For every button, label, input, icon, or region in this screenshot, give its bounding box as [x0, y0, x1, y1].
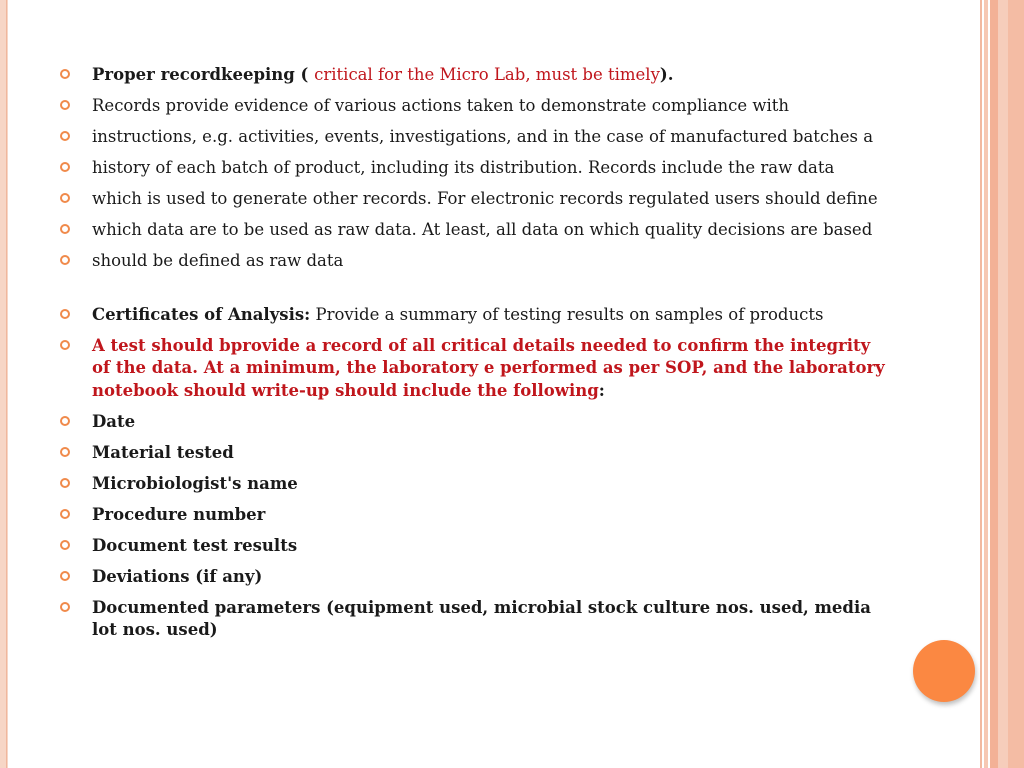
slide-content [58, 64, 888, 650]
hollow-circle-bullet-icon [60, 162, 70, 172]
hollow-circle-bullet-icon [60, 340, 70, 350]
left-edge-decoration [0, 0, 8, 768]
stripe [980, 0, 982, 768]
list-item-text [92, 158, 834, 177]
text-run: Documented parameters (equipment used, microbial stock culture nos. used, media lot nos. used) [92, 597, 871, 639]
text-run: Deviations (if any) [92, 566, 263, 586]
text-run: Microbiologist's name [92, 473, 298, 493]
list-item-text [92, 96, 789, 115]
text-run: instructions, e.g. activities, events, investigations, and in the case of manufactured batches a [92, 127, 874, 146]
list-item [58, 566, 888, 589]
list-item-text [92, 127, 873, 146]
text-run: Procedure number [92, 504, 266, 524]
bullet-list [58, 64, 888, 642]
hollow-circle-bullet-icon [60, 309, 70, 319]
text-run: Proper recordkeeping ( [92, 65, 315, 84]
text-run: Document test results [92, 535, 298, 555]
text-run: A test should bprovide a record of all critical details needed to confirm the integrity of the data. At a minimum, the laboratory e performed as per SOP, and the laboratory notebook should write-up should include the following [92, 335, 885, 400]
list-item [58, 597, 888, 642]
stripe [990, 0, 998, 768]
hollow-circle-bullet-icon [60, 416, 70, 426]
hollow-circle-bullet-icon [60, 193, 70, 203]
hollow-circle-bullet-icon [60, 509, 70, 519]
list-item [58, 442, 888, 465]
list-item [58, 335, 888, 403]
text-run: critical for the Micro Lab, must be timely [314, 65, 660, 84]
text-run: Provide a summary of testing results on samples of products [310, 304, 824, 324]
list-item [58, 535, 888, 558]
right-stripe-decoration [980, 0, 1024, 768]
list-item [58, 157, 888, 180]
list-item-text [92, 474, 298, 493]
text-run: Material tested [92, 442, 234, 462]
hollow-circle-bullet-icon [60, 447, 70, 457]
text-run: : [598, 380, 605, 400]
stripe [998, 0, 1008, 768]
hollow-circle-bullet-icon [60, 571, 70, 581]
list-item [58, 64, 888, 87]
hollow-circle-bullet-icon [60, 69, 70, 79]
list-item-text [92, 65, 673, 84]
list-item-text [92, 189, 878, 208]
list-item [58, 411, 888, 434]
hollow-circle-bullet-icon [60, 602, 70, 612]
list-item-text [92, 567, 262, 586]
text-run: which is used to generate other records. For electronic records regulated users should define [92, 189, 878, 208]
stripe [1008, 0, 1024, 768]
list-item [58, 250, 888, 273]
list-item-text [92, 412, 135, 431]
list-item-text [92, 336, 885, 400]
text-run: history of each batch of product, including its distribution. Records include the raw data [92, 158, 835, 177]
list-item-text [92, 505, 265, 524]
list-item [58, 304, 888, 327]
list-item-text [92, 598, 871, 640]
hollow-circle-bullet-icon [60, 478, 70, 488]
list-item-text [92, 305, 823, 324]
hollow-circle-bullet-icon [60, 131, 70, 141]
list-item [58, 95, 888, 118]
hollow-circle-bullet-icon [60, 100, 70, 110]
list-item [58, 126, 888, 149]
hollow-circle-bullet-icon [60, 224, 70, 234]
list-item-text [92, 220, 872, 239]
list-item-text [92, 251, 343, 270]
list-item [58, 504, 888, 527]
hollow-circle-bullet-icon [60, 540, 70, 550]
list-item [58, 473, 888, 496]
text-run: which data are to be used as raw data. At least, all data on which quality decisions are based [92, 220, 873, 239]
stripe [984, 0, 988, 768]
orange-circle-icon [913, 640, 975, 702]
text-run: Date [92, 411, 136, 431]
list-item-text [92, 443, 234, 462]
hollow-circle-bullet-icon [60, 255, 70, 265]
text-run: should be defined as raw data [92, 251, 344, 270]
text-run: ). [659, 65, 674, 84]
list-item [58, 219, 888, 242]
list-item [58, 188, 888, 211]
list-item-text [92, 536, 297, 555]
text-run: Certificates of Analysis: [92, 304, 311, 324]
text-run: Records provide evidence of various actions taken to demonstrate compliance with [92, 96, 790, 115]
